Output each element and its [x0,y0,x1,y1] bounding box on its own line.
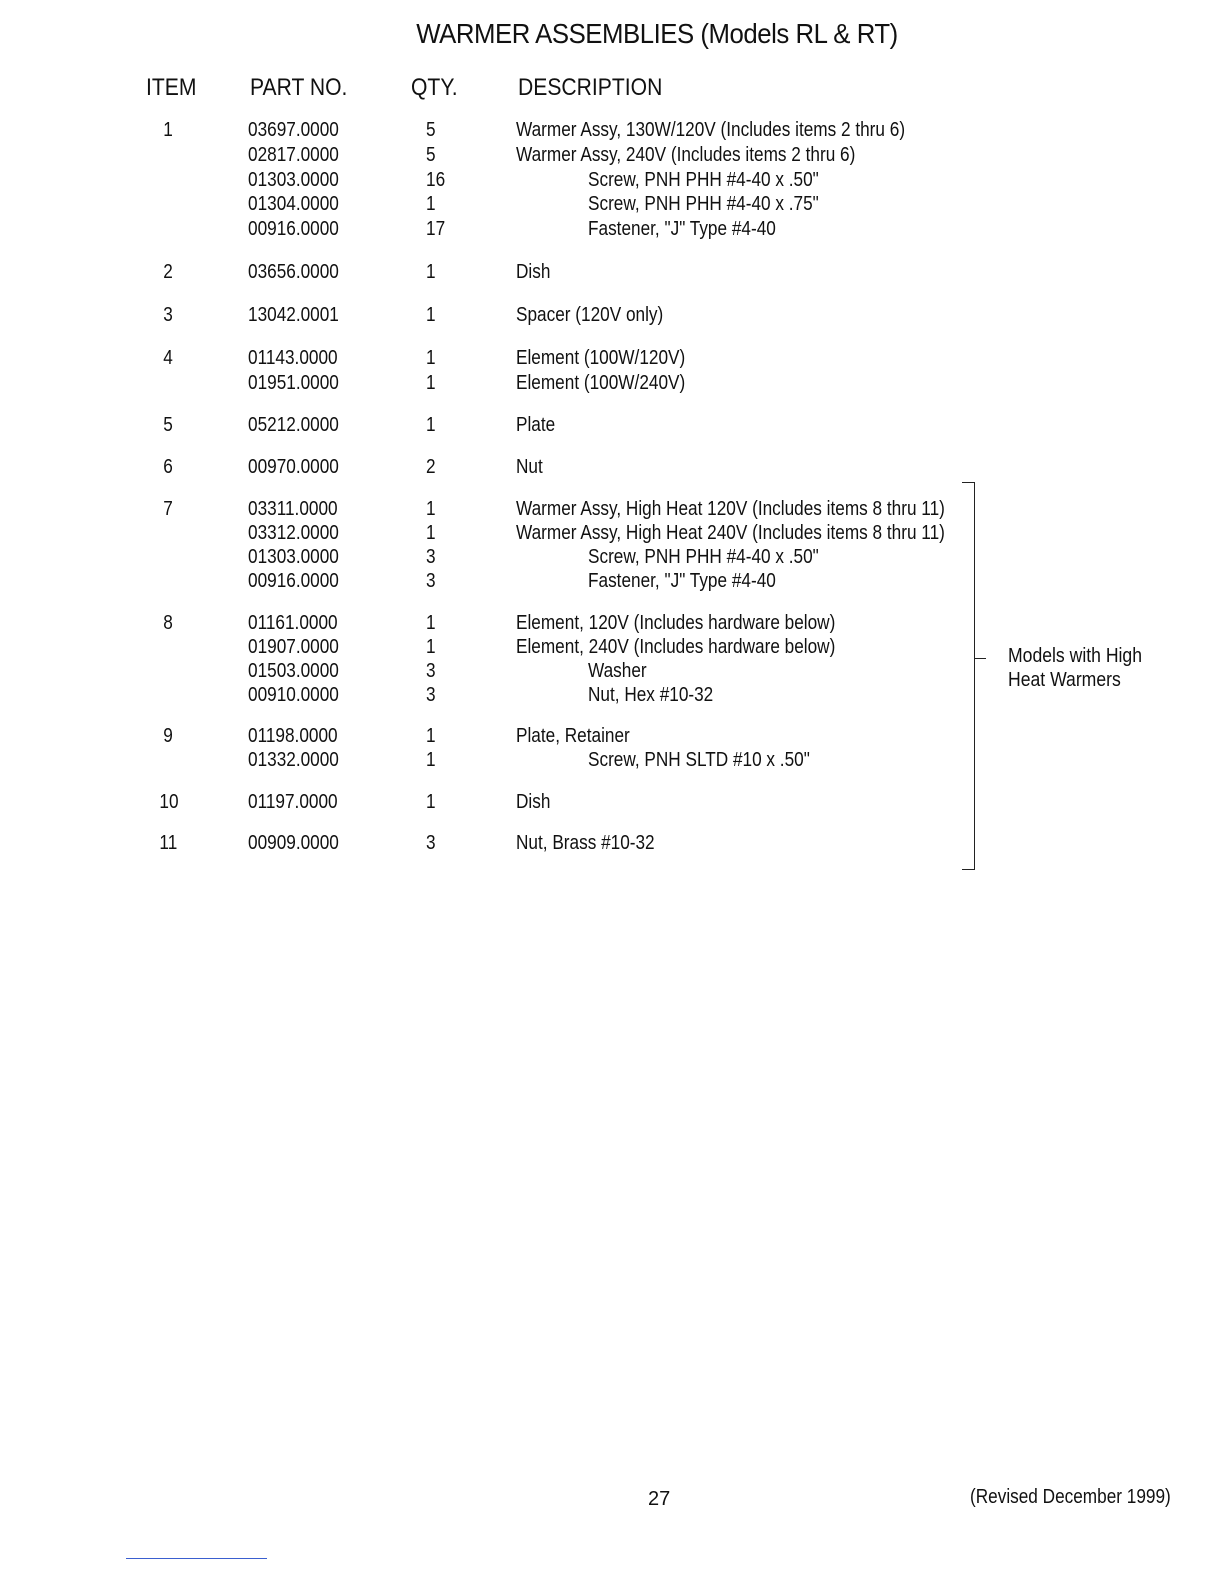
header-item: ITEM [146,74,197,101]
quantity: 1 [426,522,436,544]
high-heat-note [1008,644,1142,692]
item-number: 8 [163,612,173,634]
part-number: 01303.0000 [248,546,339,568]
part-number: 00910.0000 [248,684,339,706]
high-heat-bracket [962,482,975,870]
quantity: 1 [426,372,436,394]
quantity: 3 [426,546,436,568]
table-row [0,260,1000,284]
item-number: 1 [163,119,173,141]
description: Element, 240V (Includes hardware below) [516,636,836,658]
quantity: 1 [426,636,436,658]
item-number: 2 [163,261,173,283]
table-row [0,143,1000,167]
table-row [0,118,1000,142]
table-row [0,611,1000,635]
header-description: DESCRIPTION [518,74,663,101]
quantity: 5 [426,119,436,141]
header-part-no: PART NO. [250,74,348,101]
item-number: 5 [163,414,173,436]
description: Warmer Assy, 130W/120V (Includes items 2 thru 6) [516,119,906,141]
description: Element (100W/120V) [516,347,686,369]
quantity: 1 [426,791,436,813]
quantity: 3 [426,832,436,854]
description: Nut, Brass #10-32 [516,832,655,854]
part-number: 03311.0000 [248,498,338,520]
quantity: 3 [426,570,436,592]
part-number: 00916.0000 [248,218,339,240]
table-row [0,497,1000,521]
item-number: 3 [163,304,173,326]
table-row [0,413,1000,437]
part-number: 01303.0000 [248,169,339,191]
quantity: 16 [426,169,446,191]
item-number: 9 [163,725,173,747]
description: Warmer Assy, High Heat 120V (Includes items 8 thru 11) [516,498,945,520]
item-number: 6 [163,456,173,478]
description: Nut [516,456,543,478]
quantity: 1 [426,749,436,771]
part-number: 03656.0000 [248,261,339,283]
part-number: 03312.0000 [248,522,339,544]
table-row [0,192,1000,216]
quantity: 1 [426,725,436,747]
description: Screw, PNH SLTD #10 x .50" [588,749,810,771]
quantity: 2 [426,456,436,478]
table-row [0,831,1000,855]
quantity: 3 [426,684,436,706]
item-number: 11 [159,832,178,854]
table-row [0,683,1000,707]
item-number: 7 [163,498,173,520]
page-number: 27 [648,1488,671,1510]
description: Screw, PNH PHH #4-40 x .75" [588,193,819,215]
part-number: 00916.0000 [248,570,339,592]
table-row [0,521,1000,545]
part-number: 01197.0000 [248,791,338,813]
description: Screw, PNH PHH #4-40 x .50" [588,546,819,568]
table-row [0,168,1000,192]
quantity: 1 [426,347,436,369]
footer-rule [126,1558,267,1559]
part-number: 01161.0000 [248,612,338,634]
part-number: 05212.0000 [248,414,339,436]
description: Warmer Assy, High Heat 240V (Includes items 8 thru 11) [516,522,945,544]
header-qty: QTY. [411,74,458,101]
description: Spacer (120V only) [516,304,664,326]
item-number: 4 [163,347,173,369]
quantity: 1 [426,414,436,436]
part-number: 01503.0000 [248,660,339,682]
description: Plate, Retainer [516,725,630,747]
part-number: 01951.0000 [248,372,339,394]
table-row [0,545,1000,569]
quantity: 1 [426,612,436,634]
table-row [0,217,1000,241]
quantity: 1 [426,304,436,326]
item-number: 10 [159,791,179,813]
description: Nut, Hex #10-32 [588,684,714,706]
table-row [0,724,1000,748]
part-number: 00970.0000 [248,456,339,478]
description: Dish [516,791,551,813]
page-title: WARMER ASSEMBLIES (Models RL & RT) [416,18,898,49]
quantity: 1 [426,498,436,520]
description: Element, 120V (Includes hardware below) [516,612,836,634]
part-number: 01198.0000 [248,725,338,747]
quantity: 1 [426,193,436,215]
table-row [0,346,1000,370]
quantity: 1 [426,261,436,283]
quantity: 5 [426,144,436,166]
table-row [0,635,1000,659]
table-row [0,569,1000,593]
table-row [0,790,1000,814]
description: Plate [516,414,556,436]
part-number: 01143.0000 [248,347,338,369]
description: Screw, PNH PHH #4-40 x .50" [588,169,819,191]
description: Warmer Assy, 240V (Includes items 2 thru 6) [516,144,856,166]
part-number: 01304.0000 [248,193,339,215]
description: Fastener, "J" Type #4-40 [588,570,776,592]
high-heat-note-line-1: Models with High [1008,645,1143,667]
description: Washer [588,660,647,682]
description: Dish [516,261,551,283]
description: Element (100W/240V) [516,372,686,394]
description: Fastener, "J" Type #4-40 [588,218,776,240]
part-number: 01907.0000 [248,636,339,658]
bracket-pointer [974,658,986,659]
part-number: 01332.0000 [248,749,339,771]
revision-note: (Revised December 1999) [970,1486,1171,1508]
quantity: 3 [426,660,436,682]
table-row [0,371,1000,395]
part-number: 02817.0000 [248,144,339,166]
part-number: 03697.0000 [248,119,339,141]
high-heat-note-line-2: Heat Warmers [1008,669,1121,691]
table-row [0,748,1000,772]
table-row [0,455,1000,479]
quantity: 17 [426,218,446,240]
part-number: 13042.0001 [248,304,339,326]
table-row [0,659,1000,683]
table-row [0,303,1000,327]
part-number: 00909.0000 [248,832,339,854]
